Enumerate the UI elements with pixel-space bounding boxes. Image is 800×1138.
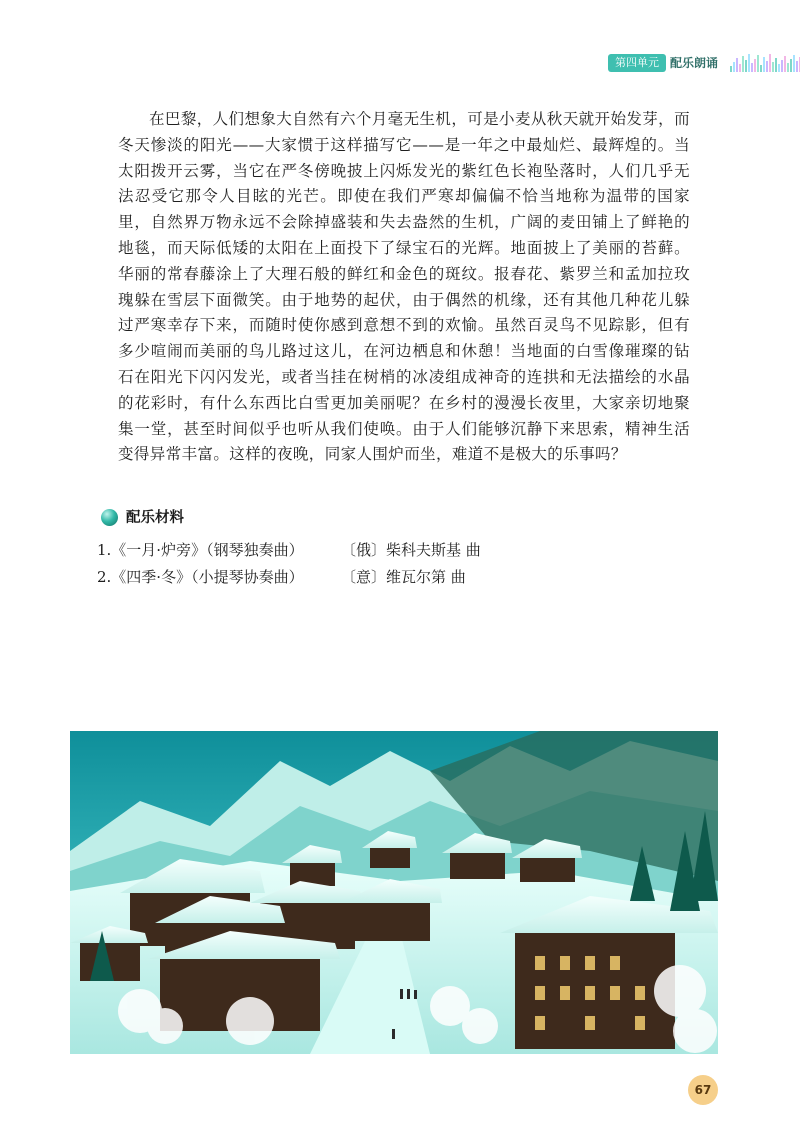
equalizer-bar: [748, 54, 750, 72]
poem-body-text: 在巴黎，人们想象大自然有六个月毫无生机，可是小麦从秋天就开始发芽，而冬天惨淡的阳光——大家惯于这样描写它——是一年之中最灿烂、最辉煌的。当太阳拨开云雾，当它在严冬傍晚披上闪烁发光的紫红色长袍坠落时，人们几乎无法忍受它那令人目眩的光芒。即使在我们严寒却偏偏不恰当地称为温带的国家里，自然界万物永远不会除掉盛装和失去盎然的生机，广阔的麦田铺上了鲜艳的地毯，而天际低矮的太阳在上面投下了绿宝石的光辉。地面披上了美丽的苔藓。华丽的常春藤涂上了大理石般的鲜红和金色的斑纹。报春花、紫罗兰和孟加拉玫瑰躲在雪层下面微笑。由于地势的起伏，由于偶然的机缘，还有其他几种花儿躲过严寒幸存下来，而随时使你感到意想不到的欢愉。虽然百灵鸟不见踪影，但有多少喧闹而美丽的鸟儿路过这儿，在河边栖息和休憩！当地面的白雪像璀璨的钻石在阳光下闪闪发光，或者当挂在树梢的冰凌组成神奇的连拱和无法描绘的水晶的花彩时，有什么东西比白雪更加美丽呢？在乡村的漫漫长夜里，大家亲切地聚集一堂，甚至时间似乎也听从我们使唤。由于人们能够沉静下来思索，精神生活变得异常丰富。这样的夜晚，同家人围炉而坐，难道不是极大的乐事吗？: [118, 110, 690, 464]
materials-title: 配乐材料: [126, 510, 184, 526]
music-composer: 〔意〕维瓦尔第 曲: [341, 568, 466, 586]
equalizer-bar: [793, 55, 795, 72]
equalizer-bar: [769, 54, 771, 72]
equalizer-bar: [742, 56, 744, 72]
equalizer-bar: [784, 56, 786, 72]
equalizer-bar: [757, 55, 759, 72]
equalizer-bar: [733, 62, 735, 72]
equalizer-bar: [775, 58, 777, 72]
equalizer-bar: [736, 58, 738, 72]
equalizer-bar: [763, 57, 765, 72]
music-work-title: 1.《一月·炉旁》（钢琴独奏曲）: [97, 541, 304, 559]
equalizer-bar: [751, 63, 753, 72]
unit-header: [608, 54, 800, 74]
equalizer-bar: [787, 63, 789, 72]
music-composer: 〔俄〕柴科夫斯基 曲: [341, 541, 481, 559]
unit-label: 第四单元: [608, 54, 666, 72]
equalizer-bar: [790, 59, 792, 72]
equalizer-bars-decoration: [730, 54, 800, 72]
music-work-title: 2.《四季·冬》（小提琴协奏曲）: [97, 568, 304, 586]
section-label: 配乐朗诵: [670, 56, 719, 70]
equalizer-bar: [772, 62, 774, 72]
equalizer-bar: [766, 61, 768, 72]
bullet-ball-icon: [101, 509, 118, 526]
equalizer-bar: [781, 60, 783, 72]
equalizer-bar: [754, 59, 756, 72]
equalizer-bar: [739, 64, 741, 72]
page-number: 67: [688, 1075, 718, 1105]
snowy-village-photo: [70, 731, 718, 1054]
equalizer-bar: [796, 61, 798, 72]
snowy-village-illustration: [70, 731, 718, 1054]
equalizer-bar: [745, 60, 747, 72]
equalizer-bar: [730, 66, 732, 72]
equalizer-bar: [760, 65, 762, 72]
equalizer-bar: [778, 64, 780, 72]
